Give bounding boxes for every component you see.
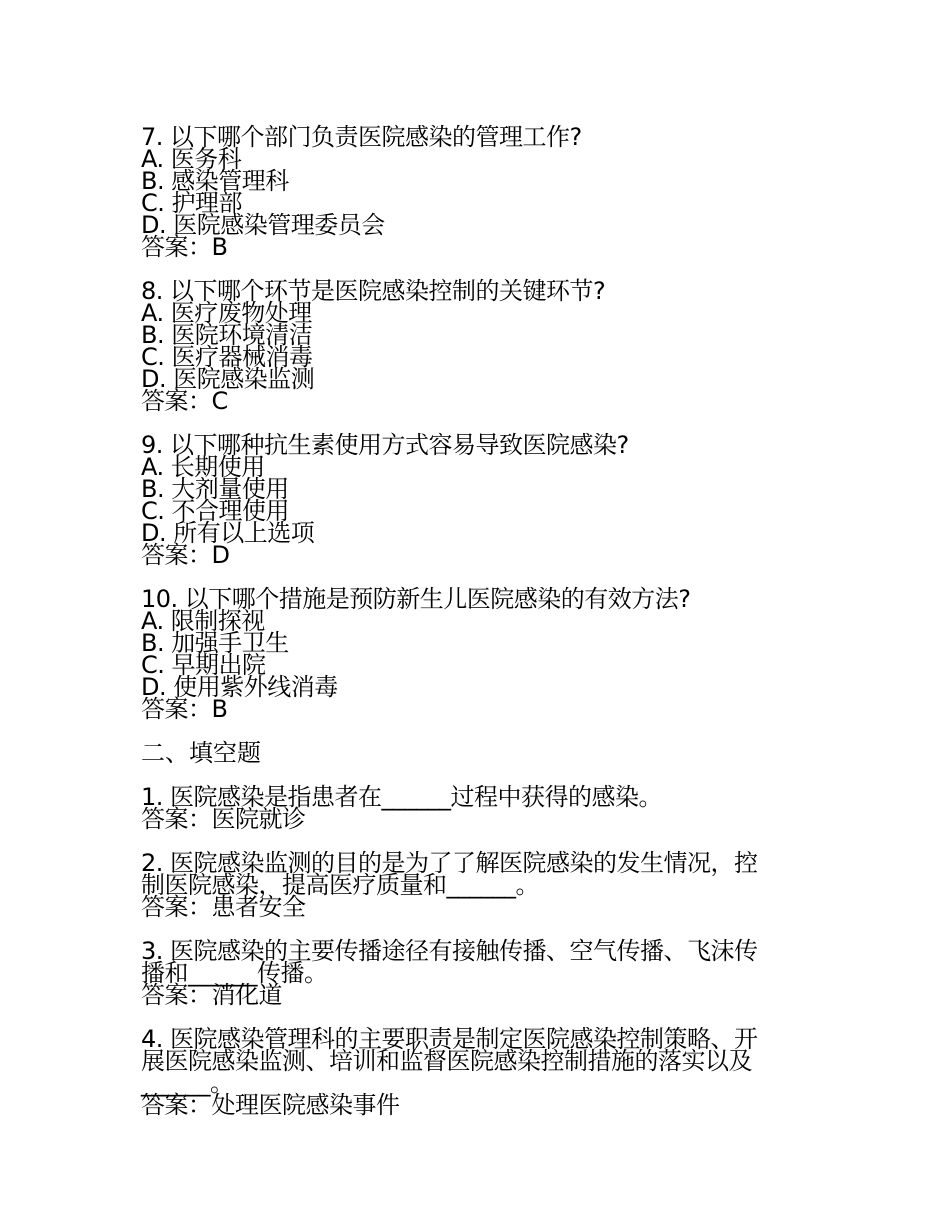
option-d: D. 医院感染管理委员会 [141,211,385,239]
fill-question-1 [141,783,791,833]
option-c: C. 医疗器械消毒 [141,343,313,371]
question-10 [141,585,791,723]
option-b: B. 大剂量使用 [141,475,289,503]
answer: 答案：C [141,387,228,415]
question-8 [141,277,791,415]
question-text-line-2: 播和______传播。 [141,959,328,987]
option-d: D. 医院感染监测 [141,365,315,393]
option-c: C. 护理部 [141,189,243,217]
question-text-line-2: 展医院感染监测、培训和监督医院感染控制措施的落实以及 [141,1047,752,1075]
option-c: C. 不合理使用 [141,497,290,525]
question-7 [141,123,791,261]
question-text: 8. 以下哪个环节是医院感染控制的关键环节? [141,277,606,305]
option-a: A. 长期使用 [141,453,265,481]
fill-question-3 [141,937,791,1009]
question-text: 7. 以下哪个部门负责医院感染的管理工作? [141,123,582,151]
option-d: D. 所有以上选项 [141,519,315,547]
answer: 答案：B [141,695,228,723]
answer: 答案：处理医院感染事件 [141,1091,400,1119]
answer: 答案：患者安全 [141,893,306,921]
question-text-line-1: 3. 医院感染的主要传播途径有接触传播、空气传播、飞沫传 [141,937,758,965]
answer: 答案：D [141,541,230,569]
option-b: B. 加强手卫生 [141,629,289,657]
question-9 [141,431,791,569]
option-b: B. 感染管理科 [141,167,289,195]
question-text: 10. 以下哪个措施是预防新生儿医院感染的有效方法? [141,585,691,613]
question-text: 1. 医院感染是指患者在______过程中获得的感染。 [141,783,663,811]
question-text-line-2: 制医院感染，提高医疗质量和______。 [141,871,539,899]
answer: 答案：B [141,233,228,261]
question-text-line-1: 4. 医院感染管理科的主要职责是制定医院感染控制策略、开 [141,1025,758,1053]
option-a: A. 医务科 [141,145,242,173]
question-text-line-1: 2. 医院感染监测的目的是为了了解医院感染的发生情况，控 [141,849,758,877]
answer: 答案：医院就诊 [141,805,306,833]
question-text: 9. 以下哪种抗生素使用方式容易导致医院感染? [141,431,629,459]
option-a: A. 限制探视 [141,607,265,635]
option-d: D. 使用紫外线消毒 [141,673,338,701]
fill-question-4 [141,1025,791,1119]
option-c: C. 早期出院 [141,651,266,679]
answer: 答案：消化道 [141,981,282,1009]
option-b: B. 医院环境清洁 [141,321,313,349]
fill-question-2 [141,849,791,921]
question-text-line-3: ______。 [141,1069,234,1097]
section-title-fill-in: 二、填空题 [141,739,261,767]
option-a: A. 医疗废物处理 [141,299,312,327]
document-page [141,123,791,1138]
